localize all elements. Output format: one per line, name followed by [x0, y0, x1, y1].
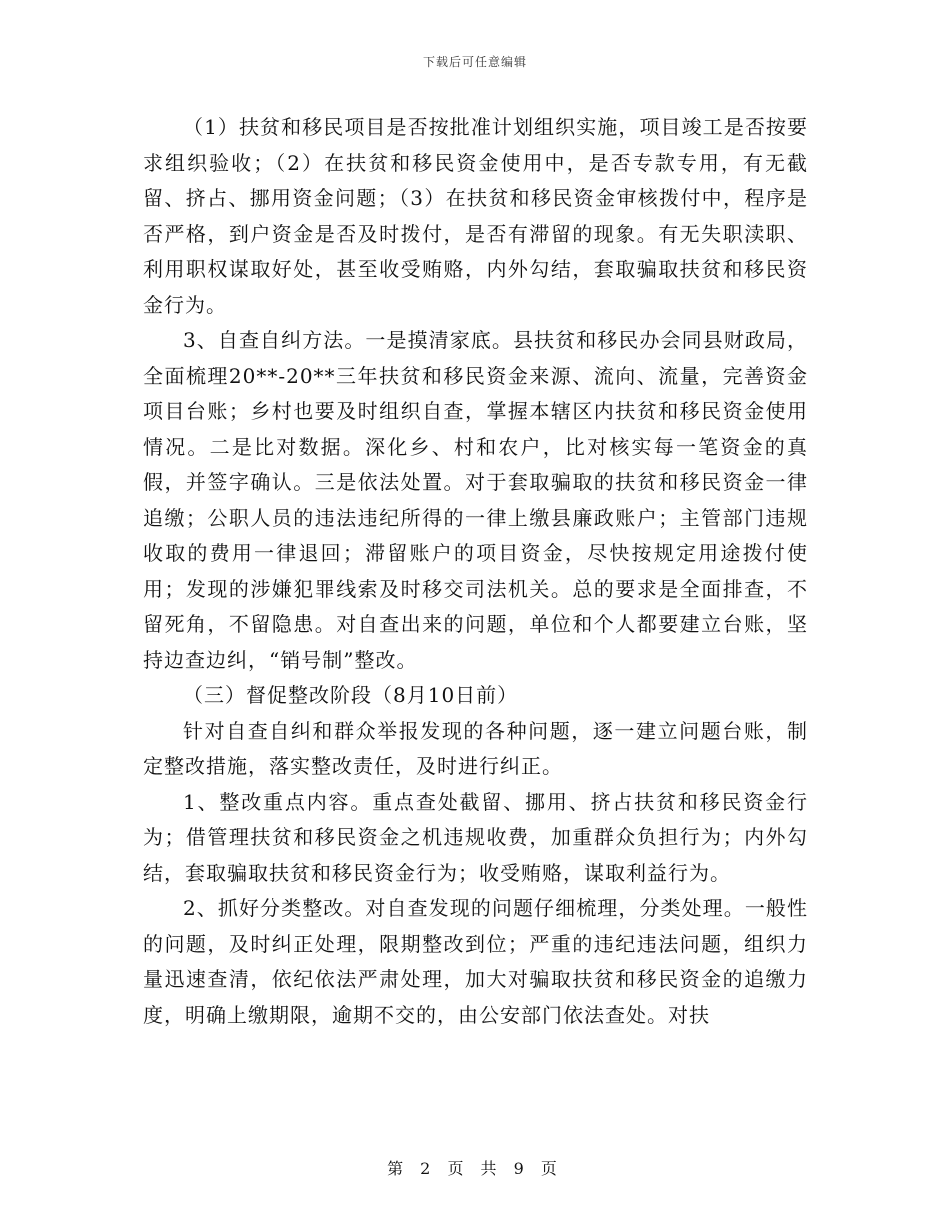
- paragraph-rectification-focus: 1、整改重点内容。重点查处截留、挪用、挤占扶贫和移民资金行为；借管理扶贫和移民资金之机违规收费，加重群众负担行为；内外勾结，套取骗取扶贫和移民资金行为；收受贿赂，谋取利益行为。: [143, 789, 808, 885]
- paragraph-self-check-method: 3、自查自纠方法。一是摸清家底。县扶贫和移民办会同县财政局，全面梳理20**-20**三年扶贫和移民资金来源、流向、流量，完善资金项目台账；乡村也要及时组织自查，掌握本辖区内扶贫和移民资金使用情况。二是比对数据。深化乡、村和农户，比对核实每一笔资金的真假，并签字确认。三是依法处置。对于套取骗取的扶贫和移民资金一律追缴；公职人员的违法违纪所得的一律上缴县廉政账户；主管部门违规收取的费用一律退回；滞留账户的项目资金，尽快按规定用途拨付使用；发现的涉嫌犯罪线索及时移交司法机关。总的要求是全面排查，不留死角，不留隐患。对自查出来的问题，单位和个人都要建立台账，坚持边查边纠，“销号制”整改。: [143, 328, 808, 672]
- paragraph-classified-rectification: 2、抓好分类整改。对自查发现的问题仔细梳理，分类处理。一般性的问题，及时纠正处理，限期整改到位；严重的违纪违法问题，组织力量迅速查清，依纪依法严肃处理，加大对骗取扶贫和移民资金的追缴力度，明确上缴期限，逾期不交的，由公安部门依法查处。对扶: [143, 896, 808, 1027]
- page-number-footer: 第 2 页 共 9 页: [387, 1159, 563, 1178]
- document-body: [143, 110, 808, 1033]
- paragraph-rectification-intro: 针对自查自纠和群众举报发现的各种问题，逐一建立问题台账，制定整改措施，落实整改责任，及时进行纠正。: [143, 718, 808, 778]
- paragraph-inspection-items: （1）扶贫和移民项目是否按批准计划组织实施，项目竣工是否按要求组织验收；（2）在扶贫和移民资金使用中，是否专款专用，有无截留、挤占、挪用资金问题；（3）在扶贫和移民资金审核拨付中，程序是否严格，到户资金是否及时拨付，是否有滞留的现象。有无失职渎职、利用职权谋取好处，甚至收受贿赂，内外勾结，套取骗取扶贫和移民资金行为。: [143, 115, 808, 317]
- section-heading-rectification: （三）督促整改阶段（8月10日前）: [183, 683, 519, 707]
- page-header: 下载后可任意编辑: [422, 55, 527, 69]
